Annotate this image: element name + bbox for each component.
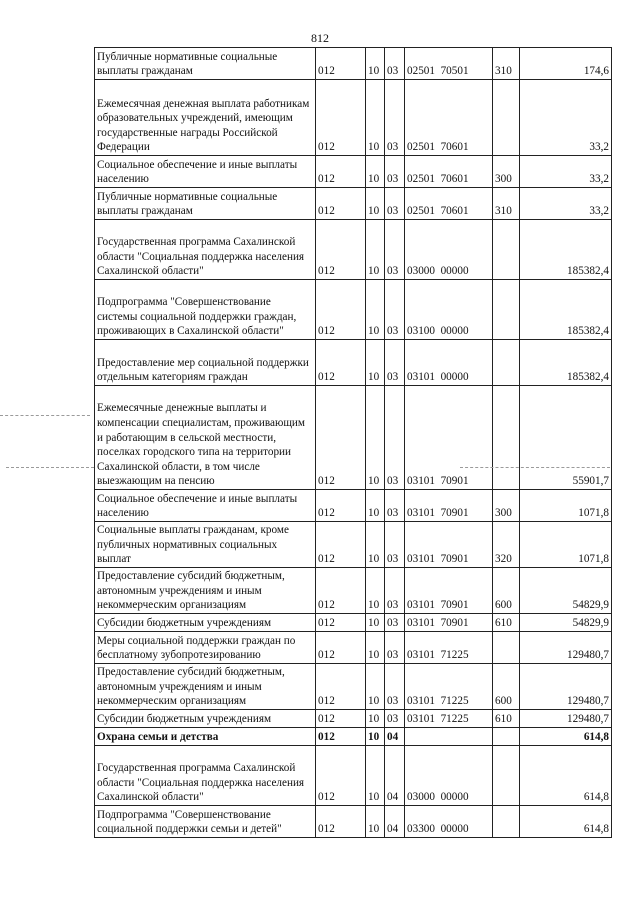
subsection-code: 03 [385,386,405,490]
ministry-code: 012 [316,632,366,664]
page-number: 812 [311,31,329,45]
amount: 54829,9 [520,568,612,614]
ministry-code: 012 [316,156,366,188]
section-code: 10 [366,632,385,664]
amount: 33,2 [520,156,612,188]
row-name: Субсидии бюджетным учреждениям [95,710,316,728]
expense-type-code: 320 [493,522,520,568]
section-code: 10 [366,568,385,614]
ministry-code: 012 [316,280,366,340]
expense-type-code: 600 [493,664,520,710]
amount: 614,8 [520,806,612,838]
amount: 614,8 [520,728,612,746]
section-code: 10 [366,156,385,188]
table-row [95,632,612,664]
row-name: Ежемесячная денежная выплата работникам образовательных учреждений, имеющим государственные награды Российской Федерации [95,80,316,156]
target-article-code: 02501 70601 [405,80,493,156]
subsection-code: 03 [385,280,405,340]
row-name: Предоставление субсидий бюджетным, автономным учреждениям и иным некоммерческим организациям [95,568,316,614]
subsection-code: 03 [385,188,405,220]
ministry-code: 012 [316,806,366,838]
budget-table [94,47,612,838]
ministry-code: 012 [316,490,366,522]
subsection-code: 03 [385,522,405,568]
expense-type-code [493,746,520,806]
section-code: 10 [366,746,385,806]
expense-type-code: 600 [493,568,520,614]
ministry-code: 012 [316,664,366,710]
amount: 185382,4 [520,280,612,340]
section-code: 10 [366,340,385,386]
section-code: 10 [366,280,385,340]
row-name: Охрана семьи и детства [95,728,316,746]
expense-type-code: 310 [493,188,520,220]
ministry-code: 012 [316,220,366,280]
expense-type-code [493,806,520,838]
expense-type-code [493,386,520,490]
row-name: Субсидии бюджетным учреждениям [95,614,316,632]
expense-type-code [493,632,520,664]
table-row [95,746,612,806]
expense-type-code [493,80,520,156]
expense-type-code: 610 [493,710,520,728]
ministry-code: 012 [316,522,366,568]
amount: 614,8 [520,746,612,806]
ministry-code: 012 [316,746,366,806]
expense-type-code: 300 [493,490,520,522]
row-name: Предоставление мер социальной поддержки отдельным категориям граждан [95,340,316,386]
section-code: 10 [366,386,385,490]
target-article-code: 02501 70601 [405,156,493,188]
row-name: Социальное обеспечение и иные выплаты населению [95,156,316,188]
amount: 185382,4 [520,220,612,280]
table-row [95,280,612,340]
ministry-code: 012 [316,48,366,80]
subsection-code: 04 [385,746,405,806]
scan-artifact-line [460,467,610,468]
subsection-code: 03 [385,632,405,664]
row-name: Подпрограмма "Совершенствование системы социальной поддержки граждан, проживающих в Сахалинской области" [95,280,316,340]
subsection-code: 03 [385,80,405,156]
amount: 129480,7 [520,710,612,728]
target-article-code: 03101 70901 [405,490,493,522]
subsection-code: 03 [385,710,405,728]
target-article-code: 03101 70901 [405,614,493,632]
table-row [95,568,612,614]
ministry-code: 012 [316,728,366,746]
section-code: 10 [366,188,385,220]
row-name: Меры социальной поддержки граждан по бесплатному зубопротезированию [95,632,316,664]
table-row [95,614,612,632]
table-row [95,188,612,220]
section-code: 10 [366,522,385,568]
section-code: 10 [366,614,385,632]
row-name: Предоставление субсидий бюджетным, автономным учреждениям и иным некоммерческим организациям [95,664,316,710]
row-name: Социальное обеспечение и иные выплаты населению [95,490,316,522]
target-article-code: 03300 00000 [405,806,493,838]
ministry-code: 012 [316,188,366,220]
table-row [95,220,612,280]
target-article-code: 03101 70901 [405,522,493,568]
ministry-code: 012 [316,386,366,490]
expense-type-code: 610 [493,614,520,632]
section-code: 10 [366,710,385,728]
table-row [95,522,612,568]
amount: 33,2 [520,188,612,220]
expense-type-code [493,728,520,746]
table-row [95,664,612,710]
subsection-code: 03 [385,220,405,280]
subsection-code: 03 [385,156,405,188]
section-code: 10 [366,728,385,746]
expense-type-code: 310 [493,48,520,80]
amount: 1071,8 [520,490,612,522]
row-name: Государственная программа Сахалинской области "Социальная поддержка населения Сахалинской области" [95,746,316,806]
table-row [95,48,612,80]
scan-artifact-line [0,415,90,416]
amount: 129480,7 [520,664,612,710]
amount: 185382,4 [520,340,612,386]
target-article-code: 03101 70901 [405,568,493,614]
row-name: Ежемесячные денежные выплаты и компенсации специалистам, проживающим и работающим в сельской местности, поселках городского типа на территории Сахалинской области, в том числе выезжающим на пенсию [95,386,316,490]
target-article-code: 03101 71225 [405,710,493,728]
ministry-code: 012 [316,340,366,386]
expense-type-code: 300 [493,156,520,188]
target-article-code: 03000 00000 [405,220,493,280]
target-article-code: 02501 70501 [405,48,493,80]
table-row [95,710,612,728]
scan-artifact-line [6,467,94,468]
subsection-code: 04 [385,728,405,746]
table-row [95,728,612,746]
target-article-code: 02501 70601 [405,188,493,220]
section-code: 10 [366,80,385,156]
subsection-code: 03 [385,48,405,80]
amount: 55901,7 [520,386,612,490]
row-name: Социальные выплаты гражданам, кроме публичных нормативных социальных выплат [95,522,316,568]
amount: 174,6 [520,48,612,80]
target-article-code: 03100 00000 [405,280,493,340]
target-article-code: 03000 00000 [405,746,493,806]
ministry-code: 012 [316,614,366,632]
amount: 129480,7 [520,632,612,664]
table-row [95,490,612,522]
subsection-code: 03 [385,664,405,710]
table-row [95,806,612,838]
ministry-code: 012 [316,710,366,728]
section-code: 10 [366,220,385,280]
table-row [95,156,612,188]
ministry-code: 012 [316,80,366,156]
amount: 54829,9 [520,614,612,632]
expense-type-code [493,340,520,386]
expense-type-code [493,220,520,280]
section-code: 10 [366,48,385,80]
subsection-code: 03 [385,568,405,614]
target-article-code: 03101 71225 [405,632,493,664]
table-row [95,340,612,386]
amount: 1071,8 [520,522,612,568]
target-article-code [405,728,493,746]
row-name: Публичные нормативные социальные выплаты гражданам [95,48,316,80]
table-row [95,80,612,156]
subsection-code: 04 [385,806,405,838]
section-code: 10 [366,664,385,710]
target-article-code: 03101 00000 [405,340,493,386]
row-name: Подпрограмма "Совершенствование социальной поддержки семьи и детей" [95,806,316,838]
subsection-code: 03 [385,614,405,632]
section-code: 10 [366,806,385,838]
subsection-code: 03 [385,490,405,522]
table-row [95,386,612,490]
target-article-code: 03101 71225 [405,664,493,710]
expense-type-code [493,280,520,340]
target-article-code: 03101 70901 [405,386,493,490]
subsection-code: 03 [385,340,405,386]
amount: 33,2 [520,80,612,156]
row-name: Публичные нормативные социальные выплаты гражданам [95,188,316,220]
section-code: 10 [366,490,385,522]
ministry-code: 012 [316,568,366,614]
row-name: Государственная программа Сахалинской области "Социальная поддержка населения Сахалинской области" [95,220,316,280]
